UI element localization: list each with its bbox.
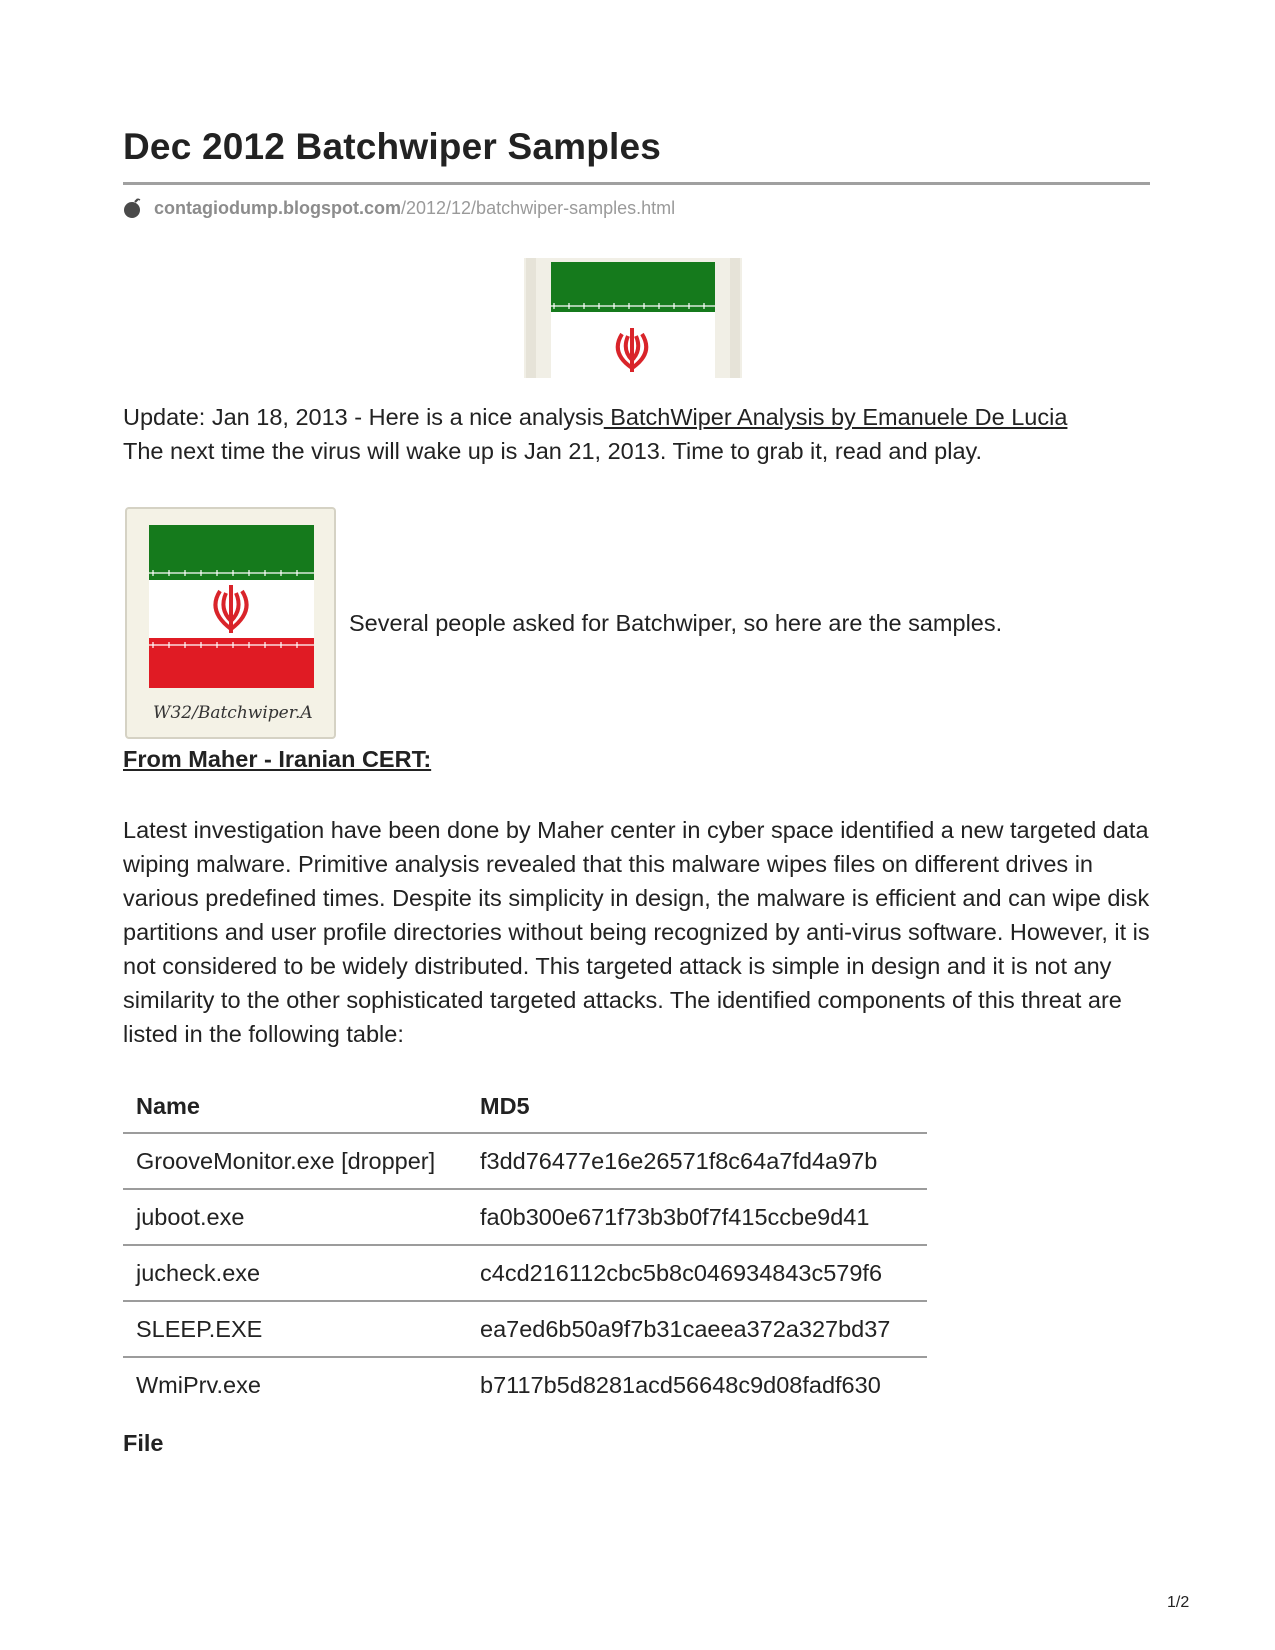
md5-cell: fa0b300e671f73b3b0f7f415ccbe9d41: [480, 1203, 870, 1230]
page-title: Dec 2012 Batchwiper Samples: [123, 126, 662, 167]
title-divider: [123, 182, 1150, 185]
table-row: [123, 1245, 927, 1301]
intro-text: Several people asked for Batchwiper, so here are the samples.: [349, 610, 1003, 636]
md5-cell: ea7ed6b50a9f7b31caeea372a327bd37: [480, 1315, 891, 1342]
table-row: [123, 1301, 927, 1357]
table-row: [123, 1133, 927, 1189]
header-md5: MD5: [480, 1092, 530, 1119]
table-row: [123, 1189, 927, 1245]
update-prefix: Update: Jan 18, 2013 - Here is a nice analysis: [123, 404, 604, 430]
md5-cell: f3dd76477e16e26571f8c64a7fd4a97b: [480, 1147, 878, 1174]
bomb-icon: [123, 197, 143, 219]
analysis-link[interactable]: BatchWiper Analysis by Emanuele De Lucia: [603, 404, 1068, 430]
md5-cell: b7117b5d8281acd56648c9d08fadf630: [480, 1371, 881, 1398]
source-url[interactable]: [123, 196, 675, 220]
file-heading: File: [123, 1430, 164, 1456]
file-name-cell: jucheck.exe: [136, 1259, 261, 1286]
iran-flag-polaroid-image: [123, 505, 338, 741]
table-header-row: [123, 1080, 927, 1133]
file-name-cell: SLEEP.EXE: [136, 1315, 263, 1342]
file-name-cell: GrooveMonitor.exe [dropper]: [136, 1147, 436, 1174]
file-name-cell: juboot.exe: [136, 1203, 245, 1230]
from-heading: From Maher - Iranian CERT:: [123, 746, 432, 772]
file-name-cell: WmiPrv.exe: [136, 1371, 261, 1398]
update-second-line: The next time the virus will wake up is Jan 21, 2013. Time to grab it, read and play.: [123, 438, 983, 464]
md5-table: [123, 1080, 927, 1412]
md5-cell: c4cd216112cbc5b8c046934843c579f6: [480, 1259, 883, 1286]
source-path[interactable]: /2012/12/batchwiper-samples.html: [400, 197, 676, 218]
polaroid-caption: W32/Batchwiper.A: [153, 703, 313, 723]
header-name: Name: [136, 1092, 201, 1119]
iran-flag-image: [524, 258, 742, 378]
update-note: [123, 400, 1163, 468]
page-number: 1/2: [1167, 1594, 1190, 1611]
body-paragraph: Latest investigation have been done by Maher center in cyber space identified a new targeted data wiping malware. Primitive analysis revealed that this malware wipes files on different drives in various predefined times. Despite its simplicity in design, the malware is efficient and can wipe disk partitions and user profile directories without being recognized by anti-virus software. However, it is not considered to be widely distributed. This targeted attack is simple in design and it is not any similarity to the other sophisticated targeted attacks. The identified components of this threat are listed in the following table:: [123, 817, 1150, 1047]
table-row: [123, 1357, 927, 1412]
source-domain[interactable]: contagiodump.blogspot.com: [154, 197, 401, 218]
